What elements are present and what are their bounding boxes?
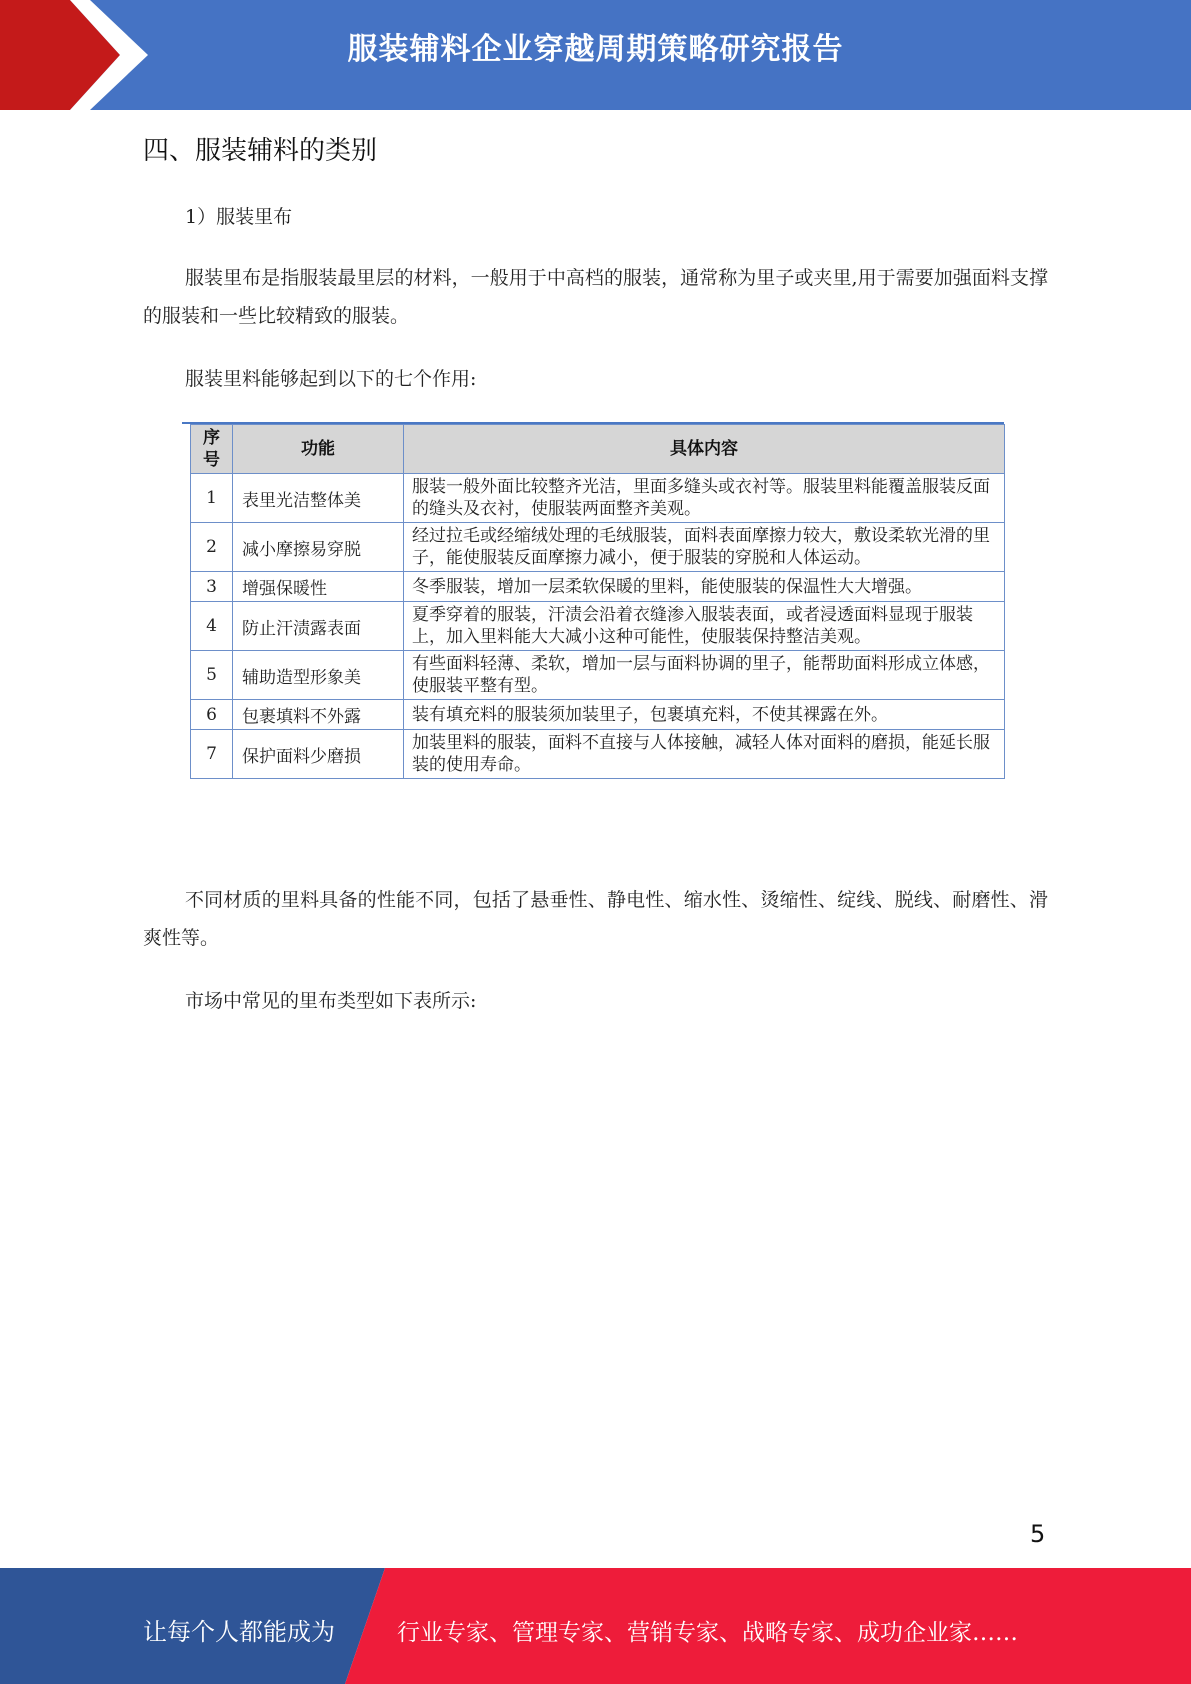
cell-num: 1 bbox=[191, 474, 233, 523]
cell-num: 5 bbox=[191, 651, 233, 700]
cell-description: 加装里料的服装，面料不直接与人体接触，减轻人体对面料的磨损，能延长服装的使用寿命。 bbox=[404, 730, 1005, 779]
cell-function: 减小摩擦易穿脱 bbox=[233, 523, 404, 572]
page-header bbox=[0, 0, 1191, 110]
cell-description: 服装一般外面比较整齐光洁，里面多缝头或衣衬等。服装里料能覆盖服装反面的缝头及衣衬，使服装两面整齐美观。 bbox=[404, 474, 1005, 523]
table-top-rule bbox=[182, 422, 1004, 424]
header-func: 功能 bbox=[233, 425, 404, 474]
cell-num: 4 bbox=[191, 602, 233, 651]
cell-function: 表里光洁整体美 bbox=[233, 474, 404, 523]
functions-table-container bbox=[190, 424, 1004, 779]
table-row bbox=[191, 602, 1005, 651]
subheading: 1）服装里布 bbox=[185, 206, 293, 228]
cell-function: 防止汗渍露表面 bbox=[233, 602, 404, 651]
section-heading: 四、服装辅料的类别 bbox=[143, 136, 378, 166]
table-row bbox=[191, 651, 1005, 700]
cell-num: 3 bbox=[191, 572, 233, 602]
header-desc: 具体内容 bbox=[404, 425, 1005, 474]
cell-function: 增强保暖性 bbox=[233, 572, 404, 602]
cell-function: 辅助造型形象美 bbox=[233, 651, 404, 700]
cell-function: 包裹填料不外露 bbox=[233, 700, 404, 730]
table-row bbox=[191, 572, 1005, 602]
cell-num: 2 bbox=[191, 523, 233, 572]
table-row bbox=[191, 700, 1005, 730]
cell-description: 经过拉毛或经缩绒处理的毛绒服装，面料表面摩擦力较大，敷设柔软光滑的里子，能使服装反面摩擦力减小，便于服装的穿脱和人体运动。 bbox=[404, 523, 1005, 572]
page-number: 5 bbox=[1030, 1520, 1046, 1548]
paragraph-common-types-intro: 市场中常见的里布类型如下表所示: bbox=[185, 990, 477, 1012]
table-row bbox=[191, 523, 1005, 572]
table-row bbox=[191, 474, 1005, 523]
cell-description: 有些面料轻薄、柔软，增加一层与面料协调的里子，能帮助面料形成立体感，使服装平整有型。 bbox=[404, 651, 1005, 700]
cell-description: 夏季穿着的服装，汗渍会沿着衣缝渗入服装表面，或者浸透面料显现于服装上，加入里料能大大减小这种可能性，使服装保持整洁美观。 bbox=[404, 602, 1005, 651]
paragraph-material-properties: 不同材质的里料具备的性能不同，包括了悬垂性、静电性、缩水性、烫缩性、绽线、脱线、耐磨性、滑爽性等。 bbox=[143, 889, 1048, 949]
lining-functions-table bbox=[190, 424, 1005, 779]
cell-num: 6 bbox=[191, 700, 233, 730]
cell-num: 7 bbox=[191, 730, 233, 779]
cell-description: 冬季服装，增加一层柔软保暖的里料，能使服装的保温性大大增强。 bbox=[404, 572, 1005, 602]
header-num: 序号 bbox=[191, 425, 233, 474]
paragraph-functions-intro: 服装里料能够起到以下的七个作用: bbox=[185, 368, 477, 390]
cell-description: 装有填充料的服装须加装里子，包裹填充料，不使其裸露在外。 bbox=[404, 700, 1005, 730]
table-header-row bbox=[191, 425, 1005, 474]
footer-slogan-right: 行业专家、管理专家、营销专家、战略专家、成功企业家…… bbox=[397, 1620, 1018, 1646]
report-title: 服装辅料企业穿越周期策略研究报告 bbox=[347, 32, 844, 67]
table-row bbox=[191, 730, 1005, 779]
cell-function: 保护面料少磨损 bbox=[233, 730, 404, 779]
footer-slogan-left: 让每个人都能成为 bbox=[143, 1618, 335, 1646]
paragraph-lining-definition: 服装里布是指服装最里层的材料，一般用于中高档的服装，通常称为里子或夹里,用于需要加强面料支撑的服装和一些比较精致的服装。 bbox=[143, 267, 1048, 327]
